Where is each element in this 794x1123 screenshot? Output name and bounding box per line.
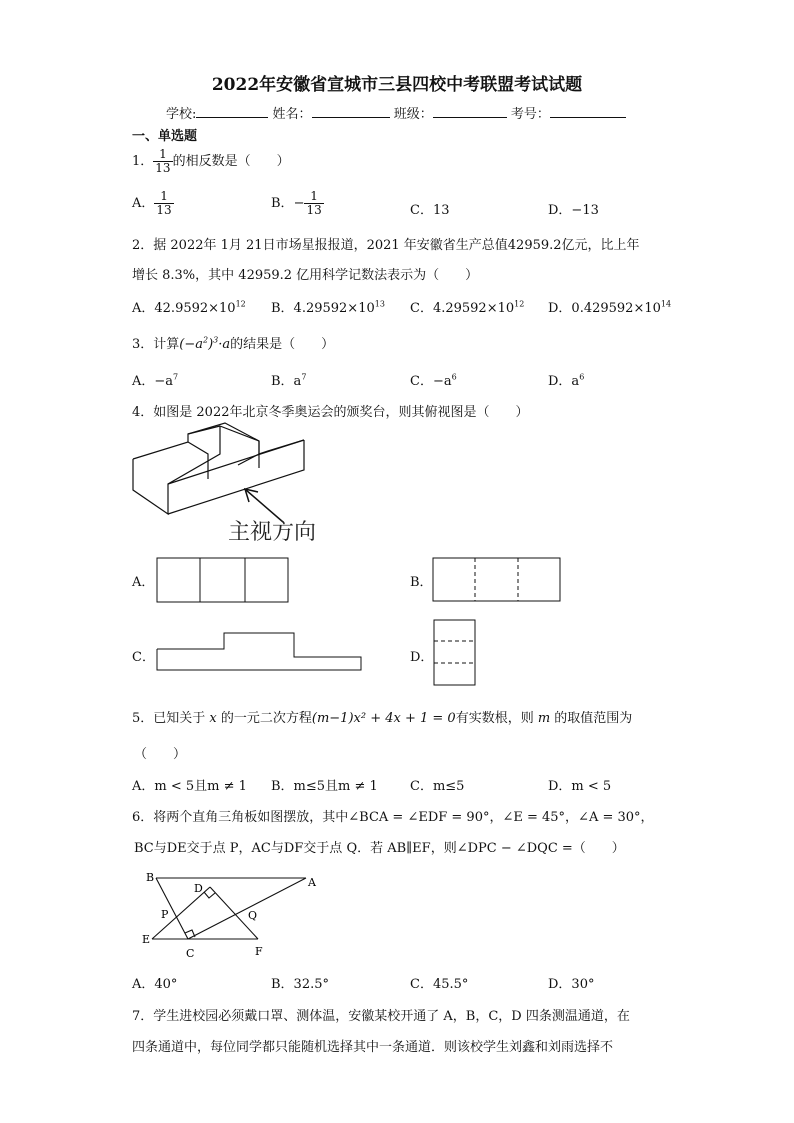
q4-option-a-label[interactable]: A． [132, 575, 155, 590]
school-label: 学校: [166, 107, 197, 122]
q2-option-b[interactable] [271, 297, 385, 316]
section-heading-single-choice: 一、单选题 [132, 129, 198, 144]
q2-option-a[interactable] [132, 297, 246, 316]
q1-stem [132, 148, 290, 175]
q3-c-exp: 6 [451, 372, 457, 382]
page-title: 2022年安徽省宣城市三县四校中考联盟考试试题 [211, 75, 583, 95]
q6-triangle-figure [140, 868, 330, 964]
q5-text-b: 的一元二次方程 [216, 711, 312, 726]
q4-option-c-figure[interactable] [156, 632, 364, 672]
q1-a-fraction [154, 190, 173, 217]
q5-option-b[interactable]: B．m≤5且m ≠ 1 [271, 779, 378, 794]
q3-expr-exp: 2 [203, 335, 209, 345]
q3-expr: (−a [179, 337, 203, 352]
q4-podium-figure [128, 422, 348, 548]
q1-b-den: 13 [306, 203, 322, 217]
q1-frac-num: 1 [153, 148, 172, 162]
q1-frac-den: 13 [155, 161, 171, 175]
q3-d-exp: 6 [579, 372, 585, 382]
q5-text-d: 的取值范围为 [550, 711, 633, 726]
q1-a-label: A． [132, 196, 155, 211]
q2-c-exp: 12 [514, 299, 525, 309]
q6-label-e: E [142, 933, 151, 946]
q1-b-num: 1 [304, 190, 323, 204]
q3-a-exp: 7 [173, 372, 179, 382]
q3-option-d[interactable] [548, 370, 584, 389]
q3-option-a[interactable] [132, 370, 178, 389]
q2-a-text: A．42.9592×10 [132, 301, 236, 316]
q3-a-text: A．−a [132, 374, 174, 389]
q5-option-d[interactable]: D．m < 5 [548, 779, 612, 794]
q2-d-text: D．0.429592×10 [548, 301, 661, 316]
q4-stem: 4．如图是 2022年北京冬季奥运会的颁奖台，则其俯视图是（ ） [132, 405, 529, 420]
q3-outer-exp: 3 [213, 335, 219, 345]
q2-b-exp: 13 [374, 299, 385, 309]
q2-a-exp: 12 [235, 299, 246, 309]
q4-option-d-figure[interactable] [433, 619, 477, 687]
q1-a-num: 1 [154, 190, 173, 204]
q1-b-label: B． [271, 196, 294, 211]
podium-drawing [133, 423, 304, 514]
q6-label-f: F [255, 945, 263, 958]
q3-prefix: 3．计算 [132, 337, 180, 352]
q3-text: 的结果是（ ） [230, 337, 335, 352]
name-label: 姓名： [272, 107, 312, 122]
q2-stem-line1: 2．据 2022年 1月 21日市场星报报道，2021 年安徽省生产总值42959.2亿元，比上年 [132, 238, 640, 253]
q6-label-d: D [194, 882, 203, 895]
q2-option-d[interactable] [548, 297, 671, 316]
class-label: 班级： [393, 107, 433, 122]
q3-stem [132, 333, 334, 352]
q1-option-d[interactable]: D．−13 [548, 203, 599, 218]
q5-var-x: x [209, 711, 217, 726]
q7-stem-line2: 四条通道中，每位同学都只能随机选择其中一条通道．则该校学生刘鑫和刘雨选择不 [132, 1040, 614, 1055]
q5-equation: (m−1)x² + 4x + 1 = 0 [311, 711, 456, 726]
q2-d-exp: 14 [660, 299, 672, 309]
q7-stem-line1: 7．学生进校园必须戴口罩、测体温，安徽某校开通了 A，B，C，D 四条测温通道，在 [132, 1009, 630, 1024]
q6-label-q: Q [248, 909, 258, 922]
q3-expr-close: ) [208, 337, 214, 352]
q6-label-a: A [308, 876, 316, 889]
name-blank[interactable] [312, 105, 390, 118]
q4-option-b-label[interactable]: B． [410, 575, 433, 590]
q1-option-c[interactable]: C．13 [410, 203, 450, 218]
q1-a-den: 13 [156, 203, 172, 217]
q5-text-a: 5．已知关于 [132, 711, 210, 726]
q6-option-a[interactable]: A．40° [132, 977, 178, 992]
q6-triangle-lines [152, 878, 306, 939]
q4-option-d-label[interactable]: D． [410, 650, 434, 665]
q5-text-c: 有实数根，则 [455, 711, 538, 726]
q6-label-b: B [146, 871, 155, 884]
q1-number: 1． [132, 154, 154, 169]
exam-no-label: 考号： [510, 107, 550, 122]
q6-stem-line1: 6．将两个直角三角板如图摆放，其中∠BCA = ∠EDF = 90°，∠E = 45°，∠A = 30°， [132, 810, 654, 825]
q4-option-b-figure[interactable] [432, 557, 562, 603]
q5-var-m: m [537, 711, 551, 726]
exam-no-blank[interactable] [550, 105, 626, 118]
q6-option-d[interactable]: D．30° [548, 977, 595, 992]
school-blank[interactable] [196, 105, 268, 118]
q6-label-p: P [161, 908, 169, 921]
q4-caption: 主视方向 [228, 520, 317, 545]
q1-option-a[interactable] [132, 190, 174, 217]
student-info-line [166, 103, 626, 122]
q6-option-c[interactable]: C．45.5° [410, 977, 469, 992]
q2-c-text: C．4.29592×10 [410, 301, 515, 316]
q3-d-text: D．a [548, 374, 580, 389]
q1-b-fraction [304, 190, 323, 217]
q3-expr-tail: ·a [218, 337, 231, 352]
q6-stem-line2: BC与DE交于点 P，AC与DF交于点 Q．若 AB∥EF，则∠DPC − ∠DQC =（ ） [134, 841, 625, 856]
q4-option-a-figure[interactable] [156, 557, 290, 604]
q5-option-a[interactable]: A．m < 5且m ≠ 1 [132, 779, 247, 794]
q2-b-text: B．4.29592×10 [271, 301, 375, 316]
q6-label-c: C [186, 947, 195, 960]
q1-fraction [153, 148, 172, 175]
q3-option-c[interactable] [410, 370, 457, 389]
q5-stem-line1 [132, 707, 632, 726]
q1-option-b[interactable] [271, 190, 324, 217]
q5-option-c[interactable]: C．m≤5 [410, 779, 465, 794]
q5-stem-line2: （ ） [134, 747, 187, 762]
q2-option-c[interactable] [410, 297, 524, 316]
q6-option-b[interactable]: B．32.5° [271, 977, 329, 992]
q3-b-exp: 7 [301, 372, 307, 382]
q1-text: 的相反数是（ ） [172, 154, 290, 169]
q3-b-text: B．a [271, 374, 302, 389]
q2-stem-line2: 增长 8.3%，其中 42959.2 亿用科学记数法表示为（ ） [132, 268, 479, 283]
q1-b-sign: − [293, 196, 305, 211]
q3-option-b[interactable] [271, 370, 306, 389]
q3-c-text: C．−a [410, 374, 452, 389]
q4-option-c-label[interactable]: C． [132, 650, 155, 665]
view-direction-arrow [245, 489, 283, 522]
class-blank[interactable] [433, 105, 507, 118]
